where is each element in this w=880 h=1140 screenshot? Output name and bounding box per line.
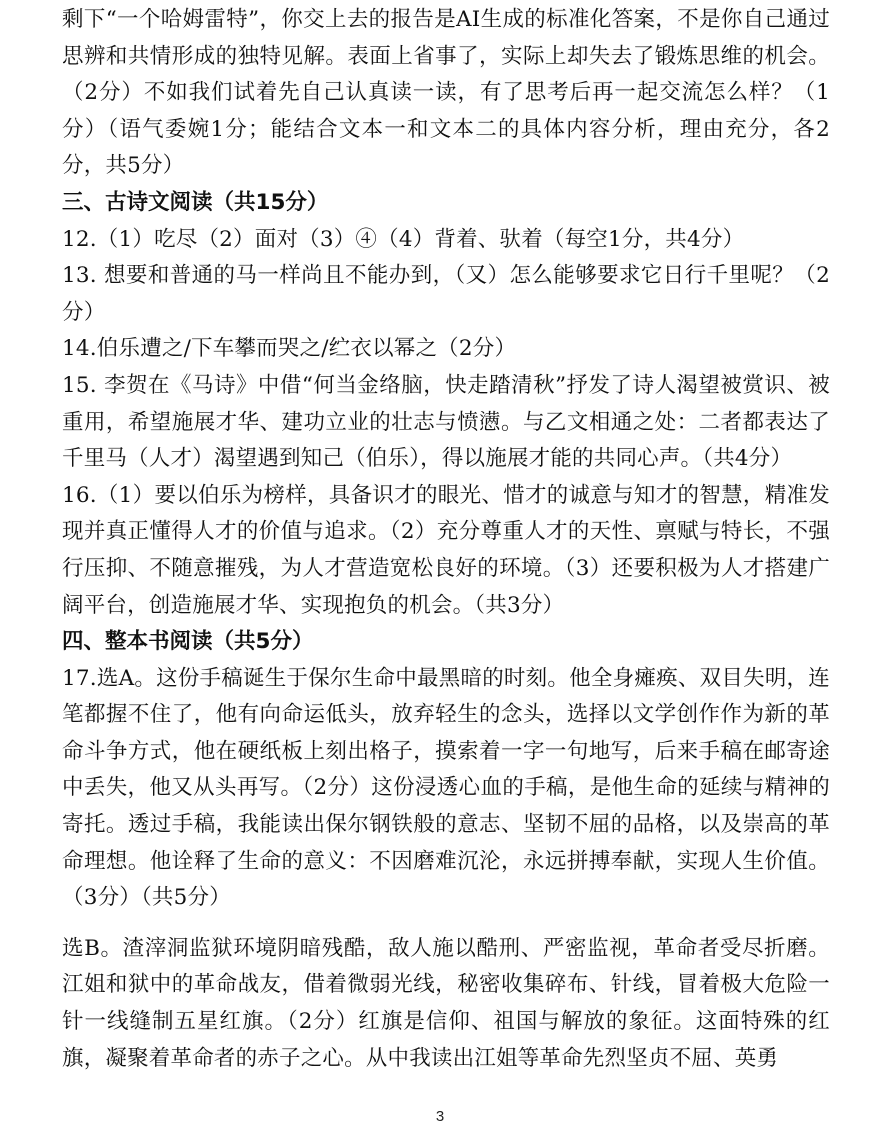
paragraph-answer-13: 13. 想要和普通的马一样尚且不能办到，（又）怎么能够要求它日行千里呢？（2分） [62,263,830,325]
paragraph-answer-11-continued: 剩下“一个哈姆雷特”，你交上去的报告是AI生成的标准化答案，不是你自己通过思辨和共情形成的独特见解。表面上省事了，实际上却失去了锻炼思维的机会。（2分）不如我们试着先自己认真读一读，有了思考后再一起交流怎么样？（1分）（语气委婉1分；能结合文本一和文本二的具体内容分析，理由充分，各2分，共5分） [62,7,830,179]
paragraph-answer-15: 15. 李贺在《马诗》中借“何当金络脑，快走踏清秋”抒发了诗人渴望被赏识、被重用，希望施展才华、建功立业的壮志与愤懑。与乙文相通之处：二者都表达了千里马（人才）渴望遇到知己（伯乐），得以施展才能的共同心声。（共4分） [62,372,830,472]
section-heading-whole-book-reading: 四、整本书阅读（共5分） [62,629,314,655]
page-number: 3 [435,1108,445,1125]
document-page [62,0,830,1077]
paragraph-answer-17-option-b: 选B。渣滓洞监狱环境阴暗残酷，敌人施以酷刑、严密监视，革命者受尽折磨。江姐和狱中的革命战友，借着微弱光线，秘密收集碎布、针线，冒着极大危险一针一线缝制五星红旗。（2分）红旗是信仰、祖国与解放的象征。这面特殊的红旗，凝聚着革命者的赤子之心。从中我读出江姐等革命先烈坚贞不屈、英勇 [62,935,830,1071]
section-heading-classical-poetry: 三、古诗文阅读（共15分） [62,189,329,215]
paragraph-answer-14: 14.伯乐遭之/下车攀而哭之/纻衣以幂之（2分） [62,336,517,362]
paragraph-answer-16: 16.（1）要以伯乐为榜样，具备识才的眼光、惜才的诚意与知才的智慧，精准发现并真正懂得人才的价值与追求。（2）充分尊重人才的天性、禀赋与特长，不强行压抑、不随意摧残，为人才营造宽松良好的环境。（3）还要积极为人才搭建广阔平台，创造施展才华、实现抱负的机会。（共3分） [62,482,830,618]
paragraph-answer-12: 12.（1）吃尽（2）面对（3）④（4）背着、驮着（每空1分，共4分） [62,226,745,252]
paragraph-answer-17-option-a: 17.选A。这份手稿诞生于保尔生命中最黑暗的时刻。他全身瘫痪、双目失明，连笔都握不住了，他有向命运低头，放弃轻生的念头，选择以文学创作作为新的革命斗争方式，他在硬纸板上刻出格子，摸索着一字一句地写，后来手稿在邮寄途中丢失，他又从头再写。（2分）这份浸透心血的手稿，是他生命的延续与精神的寄托。透过手稿，我能读出保尔钢铁般的意志、坚韧不屈的品格，以及崇高的革命理想。他诠释了生命的意义：不因磨难沉沦，永远拼搏奉献，实现人生价值。（3分）（共5分） [62,665,830,911]
